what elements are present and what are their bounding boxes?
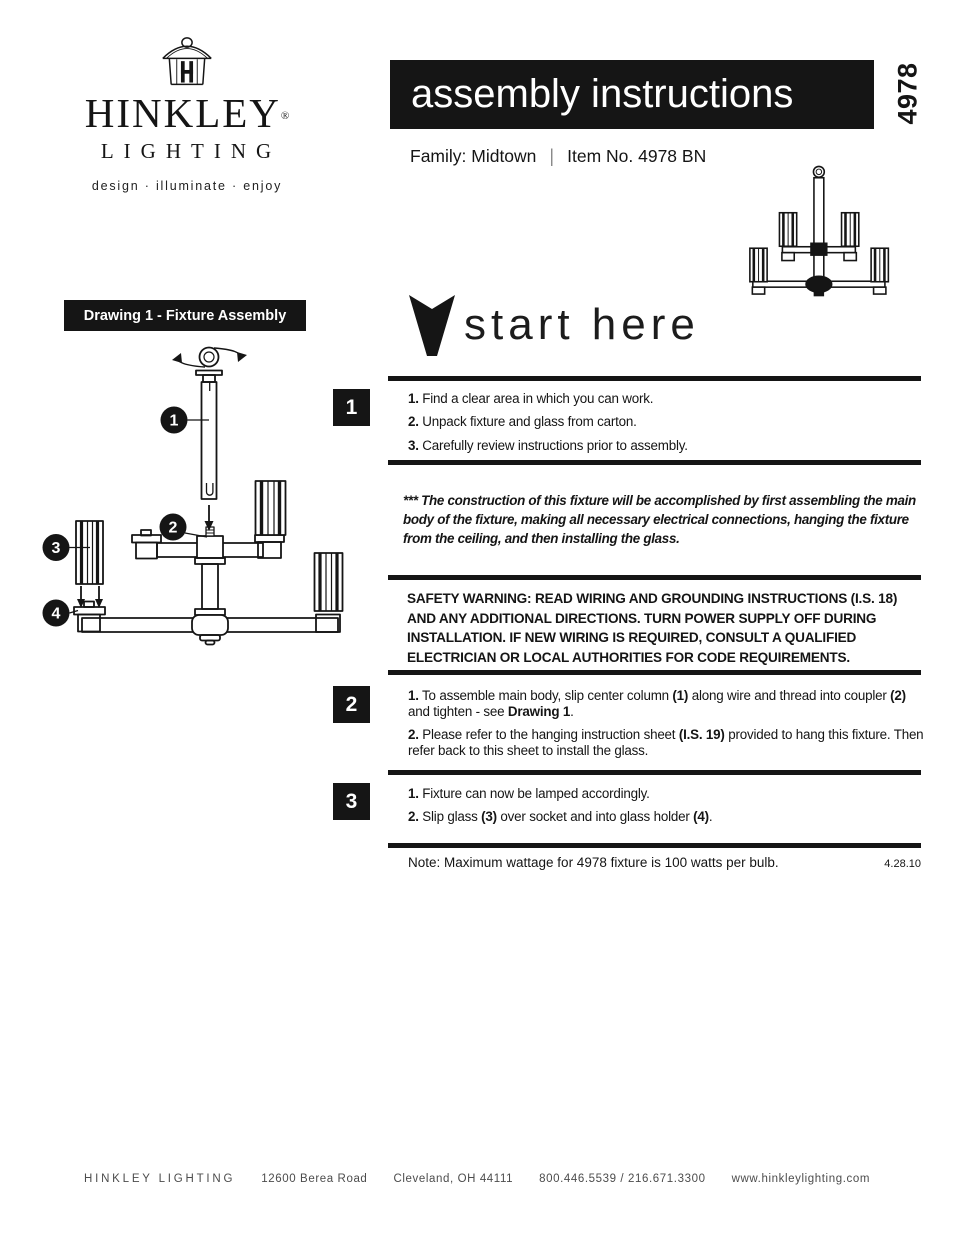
page-title: assembly instructions: [411, 72, 794, 116]
step-3-number: 3: [333, 783, 370, 820]
callout-4-number: 4: [51, 605, 61, 623]
step-1-number: 1: [333, 389, 370, 426]
step-item: 2. Unpack fixture and glass from carton.: [408, 414, 637, 430]
brand-logo: [62, 36, 312, 193]
family-label: Family: Midtown: [410, 146, 537, 166]
drawing-label: [64, 300, 306, 331]
step-item: 1. Find a clear area in which you can work.: [408, 391, 654, 406]
family-item-line: [410, 146, 706, 167]
step-item: 2. Please refer to the hanging instruction sheet (I.S. 19) provided to hang this fixture. Then refer back to this sheet to install the glass.: [408, 727, 924, 758]
safety-warning: SAFETY WARNING: READ WIRING AND GROUNDING INSTRUCTIONS (I.S. 18) AND ANY ADDITIONAL DIRECTIONS. TURN POWER SUPPLY OFF DURING INSTALLATION. IF NEW WIRING IS REQUIRED, CONSULT A QUALIFIED ELECTRICIAN OR LOCAL AUTHORITIES FOR CODE REQUIREMENTS.: [407, 591, 898, 665]
callout-1-number: 1: [169, 412, 179, 430]
fixture-thumbnail: [726, 160, 894, 298]
start-here-arrow-icon: [409, 294, 455, 356]
step-item: 3. Carefully review instructions prior to assembly.: [408, 437, 688, 453]
divider-rule: [388, 770, 921, 775]
footer-phone: 800.446.5539 / 216.671.3300: [539, 1173, 706, 1185]
step-item: 1. Fixture can now be lamped accordingly.: [408, 786, 650, 801]
footer: [0, 1173, 954, 1185]
footer-city: Cleveland, OH 44111: [393, 1173, 514, 1185]
step-item: 2. Slip glass (3) over socket and into glass holder (4).: [408, 809, 713, 825]
divider-bar: |: [549, 146, 555, 166]
registered-mark: ®: [280, 110, 290, 122]
item-label: Item No. 4978 BN: [567, 146, 707, 166]
brand-subname: LIGHTING: [100, 139, 282, 163]
footer-brand: HINKLEY LIGHTING: [83, 1173, 236, 1185]
step-2-number: 2: [333, 686, 370, 723]
brand-name-row: [62, 90, 312, 136]
brand-name: HINKLEY: [84, 90, 281, 136]
step-item: 1. To assemble main body, slip center column (1) along wire and thread into coupler (2) and tighten - see Drawing 1.: [408, 688, 906, 719]
callout-3-number: 3: [51, 540, 61, 557]
divider-rule: [388, 843, 921, 848]
step-1-body: [408, 391, 927, 461]
max-wattage-note: Note: Maximum wattage for 4978 fixture is 100 watts per bulb.: [408, 855, 779, 870]
revision-date: 4.28.10: [884, 858, 921, 870]
construction-note: *** The construction of this fixture will be accomplished by first assembling the main body of the fixture, making all necessary electrical connections, hanging the fixture from the ceiling, and then installing the glass.: [403, 493, 916, 546]
step-3-body: [408, 786, 927, 833]
drawing-1-fixture-assembly: [28, 336, 358, 676]
item-code-vertical: [882, 57, 934, 129]
callout-2-number: 2: [168, 519, 178, 537]
footer-address: 12600 Berea Road: [261, 1173, 368, 1185]
divider-rule: [388, 575, 921, 580]
footer-website: www.hinkleylighting.com: [731, 1173, 871, 1185]
drawing-label-text: Drawing 1 - Fixture Assembly: [83, 307, 287, 324]
start-here-label: start here: [464, 300, 700, 349]
title-bar: [390, 60, 874, 129]
note-row: [408, 855, 921, 870]
brand-tagline: design · illuminate · enjoy: [91, 179, 283, 193]
divider-rule: [388, 376, 921, 381]
step-2-body: [408, 688, 927, 766]
divider-rule: [388, 670, 921, 675]
lantern-icon: [157, 36, 217, 90]
item-code: 4978: [892, 61, 923, 125]
